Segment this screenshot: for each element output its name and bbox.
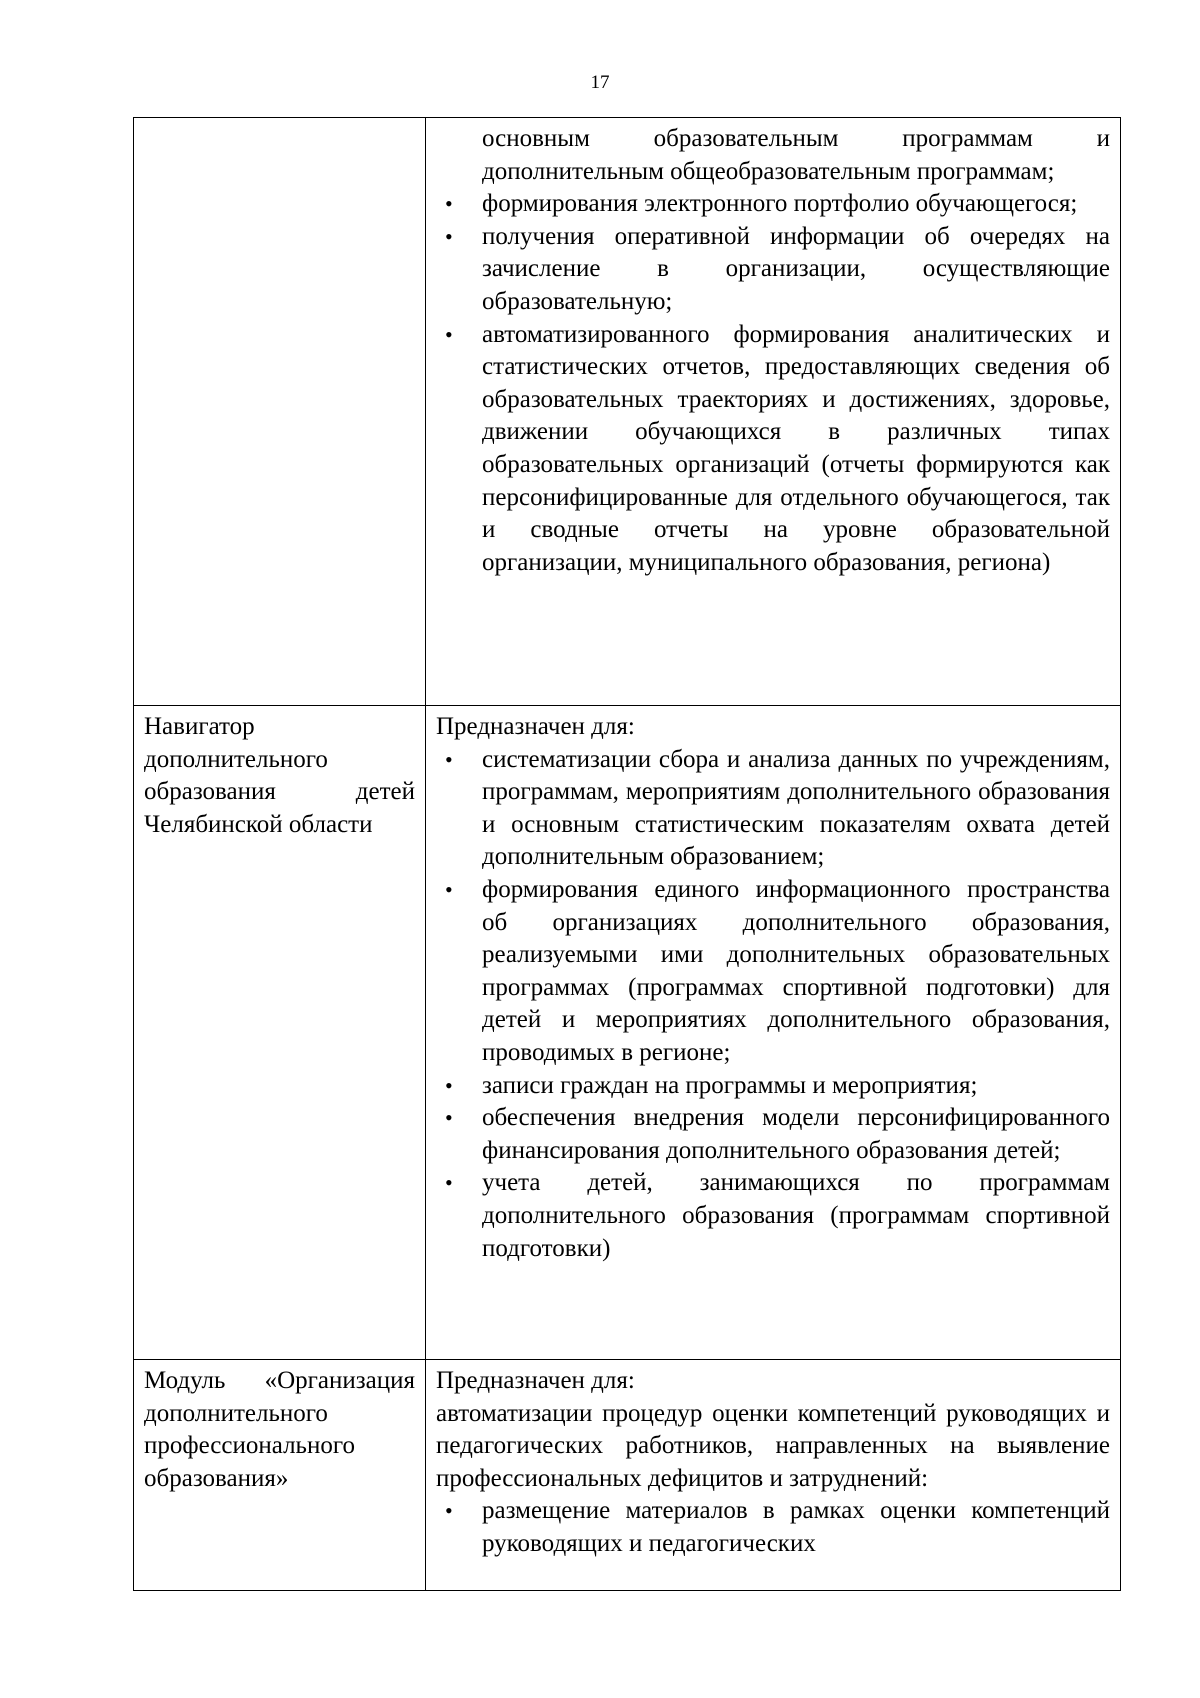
intro-text: Предназначен для: xyxy=(436,713,635,740)
list-item xyxy=(445,1102,1110,1167)
row-title: Модуль «Организация дополнительного профессионального образования» xyxy=(144,1367,415,1492)
table-cell-description xyxy=(426,706,1121,1360)
document-table xyxy=(133,117,1121,1591)
list-item-text: размещение материалов в рамках оценки компетенций руководящих и педагогических xyxy=(482,1497,1110,1557)
bullet-icon: • xyxy=(445,876,453,902)
bullet-icon: • xyxy=(445,223,453,249)
bullet-icon: • xyxy=(445,1498,453,1524)
row-title: Навигатор дополнительного образования детей Челябинской области xyxy=(144,713,415,838)
list-item xyxy=(445,188,1110,221)
bullet-list xyxy=(436,1495,1110,1560)
table-row xyxy=(134,706,1121,1360)
bullet-icon: • xyxy=(445,191,453,217)
table-cell-name xyxy=(134,1360,426,1591)
table-cell-name xyxy=(134,706,426,1360)
list-item xyxy=(445,1070,1110,1103)
bullet-icon: • xyxy=(445,1105,453,1131)
list-item-text: обеспечения внедрения модели персонифицированного финансирования дополнительного образования детей; xyxy=(482,1104,1110,1164)
bullet-icon: • xyxy=(445,1170,453,1196)
list-item xyxy=(445,744,1110,874)
bullet-icon: • xyxy=(445,321,453,347)
bullet-list xyxy=(436,188,1110,579)
table-cell-description xyxy=(426,1360,1121,1591)
list-item-text: получения оперативной информации об очередях на зачисление в организации, осуществляющие образовательную; xyxy=(482,222,1110,315)
bullet-icon: • xyxy=(445,1072,453,1098)
list-item-text: систематизации сбора и анализа данных по учреждениям, программам, мероприятиям дополнительного образования и основным статистическим показателям охвата детей дополнительным образованием; xyxy=(482,745,1110,871)
row-title xyxy=(144,118,415,123)
list-item xyxy=(445,221,1110,319)
list-item xyxy=(445,874,1110,1070)
table-cell-description xyxy=(426,118,1121,706)
list-item xyxy=(445,1495,1110,1560)
bullet-list xyxy=(436,744,1110,1266)
table-row xyxy=(134,118,1121,706)
table-cell-name xyxy=(134,118,426,706)
list-item xyxy=(445,319,1110,580)
list-item-text: учета детей, занимающихся по программам дополнительного образования (программам спортивной подготовки) xyxy=(482,1169,1110,1262)
list-item-text: формирования единого информационного пространства об организациях дополнительного образования, реализуемыми ими дополнительных образовательных программах (программах спортивной подготовки) для детей и мероприятиях дополнительного образования, проводимых в регионе; xyxy=(482,875,1110,1066)
continued-text: основным образовательным программам и дополнительным общеобразовательным программам; xyxy=(482,125,1110,185)
list-item-text: записи граждан на программы и мероприятия; xyxy=(482,1071,978,1099)
bullet-icon: • xyxy=(445,746,453,772)
list-item-text: автоматизированного формирования аналитических и статистических отчетов, предоставляющих сведения об образовательных траекториях и достижениях, здоровье, движении обучающихся в различных типах образовательных организаций (отчеты формируются как персонифицированные для отдельного обучающегося, так и сводные отчеты на уровне образовательной организации, муниципального образования, региона) xyxy=(482,320,1110,576)
page-number: 17 xyxy=(590,72,610,93)
table-row xyxy=(134,1360,1121,1591)
paragraph-text: автоматизации процедур оценки компетенций руководящих и педагогических работников, направленных на выявление профессиональных дефицитов и затруднений: xyxy=(436,1399,1110,1492)
intro-text: Предназначен для: xyxy=(436,1367,635,1394)
list-item-text: формирования электронного портфолио обучающегося; xyxy=(482,190,1078,218)
list-item xyxy=(445,1167,1110,1265)
